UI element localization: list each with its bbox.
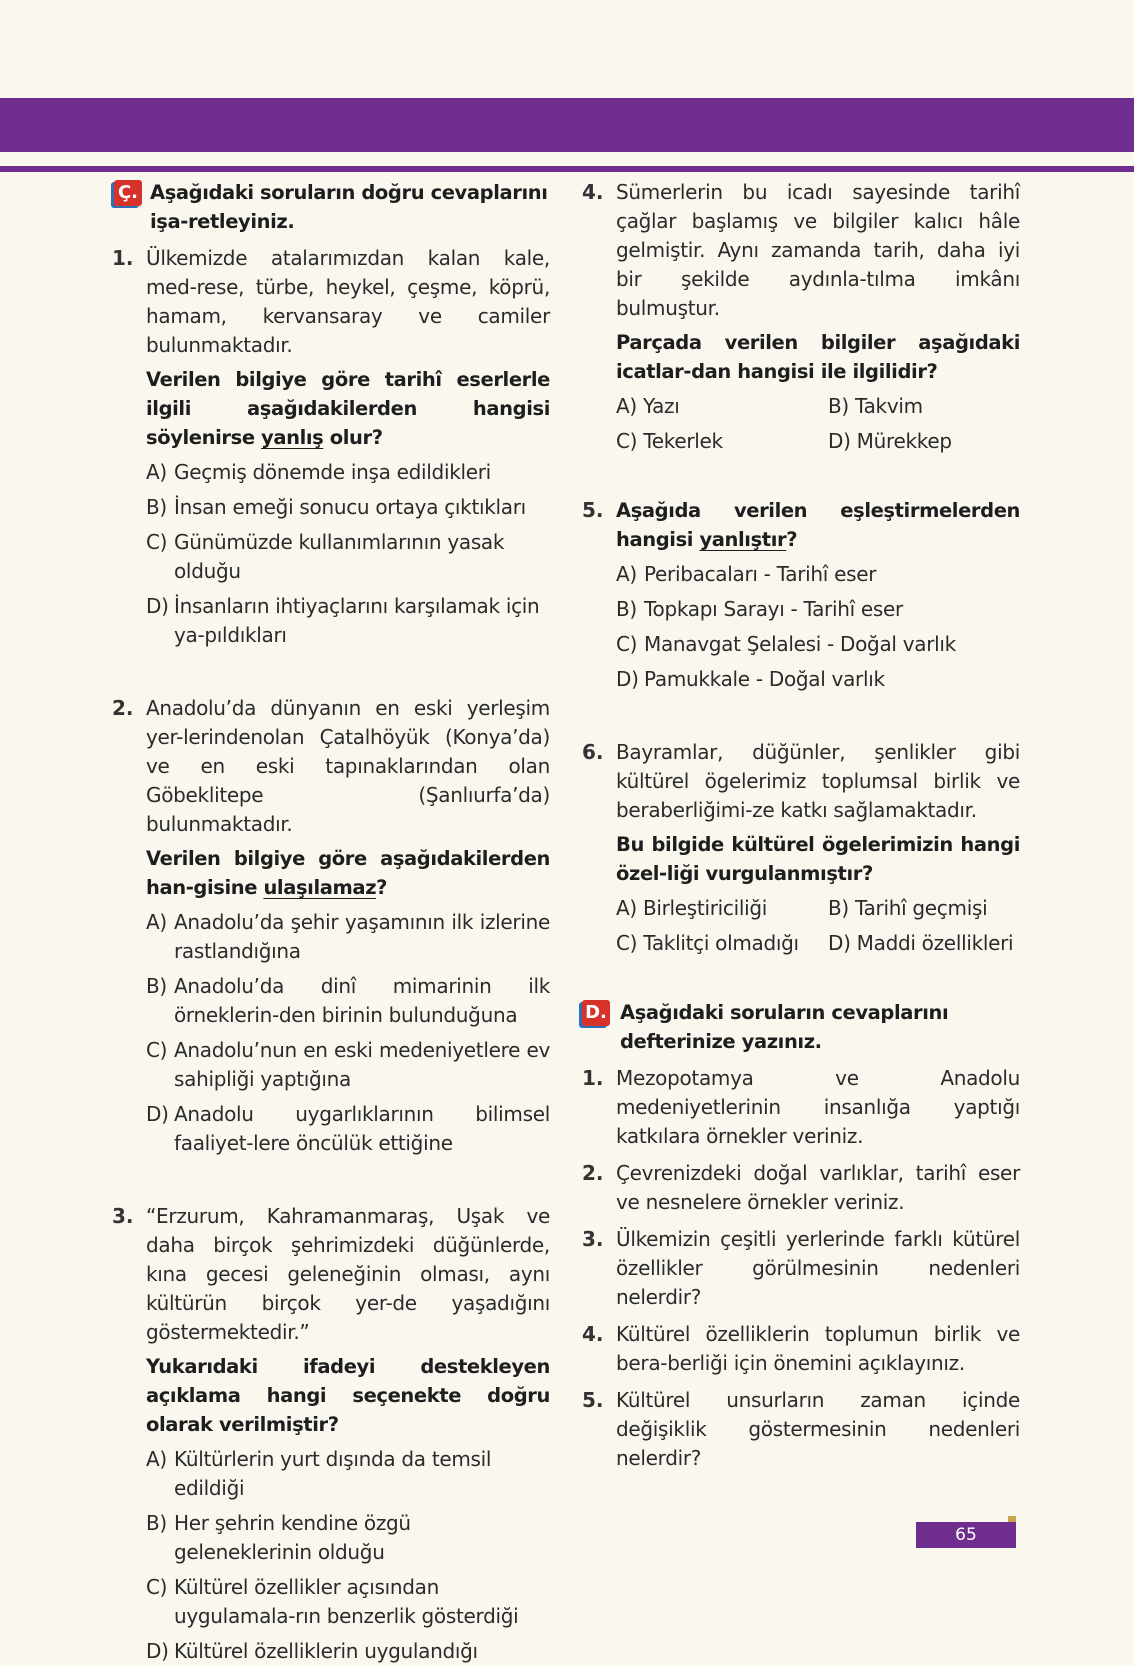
page-number: 65 xyxy=(916,1522,1016,1548)
option-a[interactable]: A) Kültürlerin yurt dışında da temsil edildiği xyxy=(146,1447,492,1500)
question-prompt: Bu bilgide kültürel ögelerimizin hangi özel-liği vurgulanmıştır? xyxy=(616,833,1020,885)
question-number: 3. xyxy=(112,1204,134,1228)
right-column xyxy=(582,178,1020,1473)
option-c[interactable]: C) Tekerlek xyxy=(616,429,723,453)
option-c[interactable]: C) Günümüzde kullanımlarının yasak olduğu xyxy=(146,530,505,583)
question-prompt: Verilen bilgiye göre aşağıdakilerden han-gisine ulaşılamaz? xyxy=(146,847,550,899)
option-b[interactable]: B) İnsan emeği sonucu ortaya çıktıkları xyxy=(146,495,526,519)
option-b[interactable]: B) Her şehrin kendine özgü geleneklerinin olduğu xyxy=(146,1511,411,1564)
options-grid xyxy=(616,392,1020,456)
question-number: 6. xyxy=(582,740,604,764)
option-c[interactable]: C) Manavgat Şelalesi - Doğal varlık xyxy=(616,632,956,656)
list-item: 3. Ülkemizin çeşitli yerlerinde farklı kütürel özellikler görülmesinin nedenleri nelerdir? xyxy=(582,1227,1020,1309)
section-d-badge: D. xyxy=(582,1000,610,1026)
option-b[interactable]: B) Topkapı Sarayı - Tarihî eser xyxy=(616,597,903,621)
question-prompt: Aşağıda verilen eşleştirmelerden hangisi yanlıştır? xyxy=(616,499,1020,551)
option-b[interactable]: B) Anadolu’da dinî mimarinin ilk örneklerin-den birinin bulunduğuna xyxy=(146,974,550,1027)
underlined-word: ulaşılamaz xyxy=(263,876,377,899)
option-d[interactable]: D) Maddi özellikleri xyxy=(828,931,1014,955)
question-number: 4. xyxy=(582,180,604,204)
question-4 xyxy=(582,178,1020,456)
list-item: 2. Çevrenizdeki doğal varlıklar, tarihî eser ve nesnelere örnekler veriniz. xyxy=(582,1161,1020,1214)
question-text: Bayramlar, düğünler, şenlikler gibi kültürel ögelerimiz toplumsal birlik ve beraberliğimi-ze katkı sağlamaktadır. xyxy=(616,740,1020,822)
question-text: Ülkemizde atalarımızdan kalan kale, med-rese, türbe, heykel, çeşme, köprü, hamam, kervansaray ve camiler bulunmaktadır. xyxy=(146,246,550,357)
option-a[interactable]: A) Yazı xyxy=(616,394,680,418)
options-grid xyxy=(616,894,1020,958)
question-6 xyxy=(582,738,1020,958)
question-3 xyxy=(112,1202,550,1666)
header-rule xyxy=(0,166,1134,172)
question-number: 2. xyxy=(112,696,134,720)
option-d[interactable]: D) Pamukkale - Doğal varlık xyxy=(616,667,885,691)
option-b[interactable]: B) Tarihî geçmişi xyxy=(828,896,988,920)
section-c-heading xyxy=(112,178,550,236)
section-d-title: Aşağıdaki soruların cevaplarını defterinize yazınız. xyxy=(620,1001,949,1053)
left-column xyxy=(112,178,550,1666)
question-text: Sümerlerin bu icadı sayesinde tarihî çağlar başlamış ve bilgiler kalıcı hâle gelmiştir. Aynı zamanda tarih, daha iyi bir şekilde aydınla-tılma imkânı bulmuştur. xyxy=(616,180,1020,320)
option-d[interactable]: D) Kültürel özelliklerin uygulandığı xyxy=(146,1639,478,1663)
list-item: 1. Mezopotamya ve Anadolu medeniyetlerinin insanlığa yaptığı katkılara örnekler veriniz. xyxy=(582,1066,1020,1148)
option-d[interactable]: D) Mürekkep xyxy=(828,429,952,453)
list-item: 4. Kültürel özelliklerin toplumun birlik ve bera-berliği için önemini açıklayınız. xyxy=(582,1322,1020,1375)
header-band xyxy=(0,98,1134,152)
question-prompt: Verilen bilgiye göre tarihî eserlerle ilgili aşağıdakilerden hangisi söylenirse yanlış olur? xyxy=(146,368,550,449)
question-prompt: Yukarıdaki ifadeyi destekleyen açıklama hangi seçenekte doğru olarak verilmiştir? xyxy=(146,1355,550,1436)
option-a[interactable]: A) Geçmiş dönemde inşa edildikleri xyxy=(146,460,491,484)
question-text: Anadolu’da dünyanın en eski yerleşim yer-lerindenolan Çatalhöyük (Konya’da) ve en eski tapınaklarından olan Göbeklitepe (Şanlıurfa’da) bulunmaktadır. xyxy=(146,696,550,836)
question-5 xyxy=(582,496,1020,694)
option-d[interactable]: D) İnsanların ihtiyaçlarını karşılamak için ya-pıldıkları xyxy=(146,594,540,647)
section-c-badge: Ç. xyxy=(114,180,142,206)
underlined-word: yanlış xyxy=(261,426,324,449)
option-c[interactable]: C) Anadolu’nun en eski medeniyetlere ev sahipliği yaptığına xyxy=(146,1038,550,1091)
question-text: “Erzurum, Kahramanmaraş, Uşak ve daha birçok şehrimizdeki düğünlerde, kına gecesi geleneğinin olması, aynı kültürün birçok yer-de yaşadığını göstermektedir.” xyxy=(146,1204,550,1344)
list-item: 5. Kültürel unsurların zaman içinde değişiklik göstermesinin nedenleri nelerdir? xyxy=(582,1388,1020,1470)
option-d[interactable]: D) Anadolu uygarlıklarının bilimsel faaliyet-lere öncülük ettiğine xyxy=(146,1102,550,1155)
option-a[interactable]: A) Birleştiriciliği xyxy=(616,896,768,920)
option-c[interactable]: C) Kültürel özellikler açısından uygulamala-rın benzerlik gösterdiği xyxy=(146,1575,519,1628)
option-a[interactable]: A) Peribacaları - Tarihî eser xyxy=(616,562,877,586)
section-d-heading xyxy=(582,998,1020,1056)
section-c-title: Aşağıdaki soruların doğru cevaplarını işa-retleyiniz. xyxy=(150,181,548,233)
option-c[interactable]: C) Taklitçi olmadığı xyxy=(616,931,799,955)
question-number: 5. xyxy=(582,498,604,522)
option-b[interactable]: B) Takvim xyxy=(828,394,923,418)
question-number: 1. xyxy=(112,246,134,270)
option-a[interactable]: A) Anadolu’da şehir yaşamının ilk izlerine rastlandığına xyxy=(146,910,550,963)
underlined-word: yanlıştır xyxy=(699,528,787,551)
question-1 xyxy=(112,244,550,650)
question-prompt: Parçada verilen bilgiler aşağıdaki icatlar-dan hangisi ile ilgilidir? xyxy=(616,331,1020,383)
question-2 xyxy=(112,694,550,1158)
